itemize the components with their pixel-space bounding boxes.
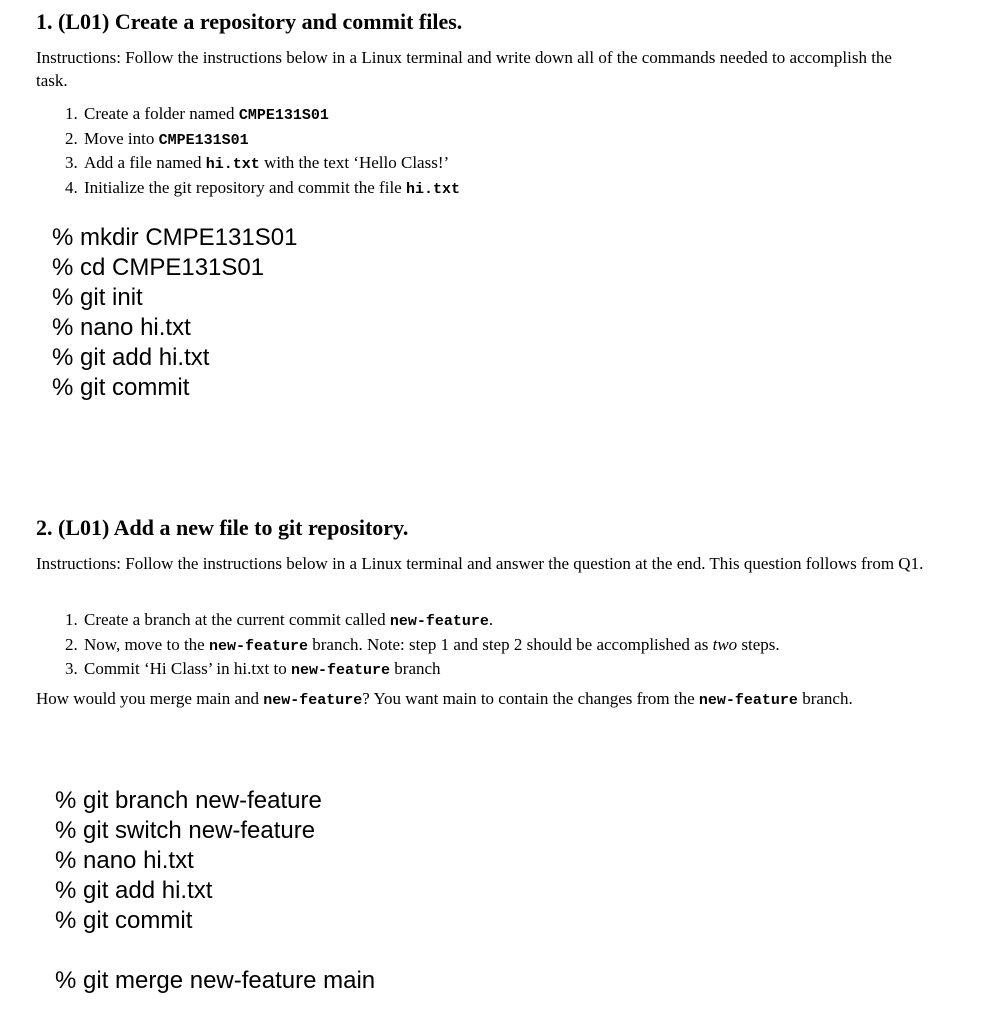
- q1-instructions: Instructions: Follow the instructions below in a Linux terminal and write down all of the commands needed to accomplish the task.: [36, 48, 892, 90]
- q2-title: 2. (L01) Add a new file to git repository.: [36, 515, 409, 540]
- q2-step: 1. Create a branch at the current commit called new-feature.: [82, 609, 780, 634]
- q1-step: 2. Move into CMPE131S01: [82, 128, 460, 153]
- final-answer-line: % git merge new-feature main: [55, 967, 376, 994]
- answer-line: % git commit: [55, 907, 193, 934]
- answer-line: % git commit: [52, 374, 190, 401]
- q2-instructions: Instructions: Follow the instructions below in a Linux terminal and answer the question at the end. This question follows from Q1.: [36, 554, 924, 573]
- q1-answer: [52, 223, 297, 403]
- q2-step: 3. Commit ‘Hi Class’ in hi.txt to new-feature branch: [82, 658, 780, 683]
- answer-line: % git add hi.txt: [52, 344, 210, 371]
- answer-line: % git init: [52, 284, 143, 311]
- q1-steps: [36, 103, 460, 202]
- q1-step: 3. Add a file named hi.txt with the text ‘Hello Class!’: [82, 152, 460, 177]
- q1-step: 1. Create a folder named CMPE131S01: [82, 103, 460, 128]
- answer-line: % git branch new-feature: [55, 787, 322, 814]
- q2-question: How would you merge main and new-feature? You want main to contain the changes from the new-feature branch.: [36, 689, 853, 709]
- answer-line: % nano hi.txt: [55, 847, 194, 874]
- answer-line: % cd CMPE131S01: [52, 254, 265, 281]
- q1-step: 4. Initialize the git repository and commit the file hi.txt: [82, 177, 460, 202]
- answer-line: % nano hi.txt: [52, 314, 191, 341]
- q2-steps: [36, 609, 780, 683]
- answer-line: % git switch new-feature: [55, 817, 316, 844]
- answer-line: % mkdir CMPE131S01: [52, 224, 298, 251]
- q2-step: 2. Now, move to the new-feature branch. Note: step 1 and step 2 should be accomplished as two steps.: [82, 634, 780, 659]
- q2-answer: [55, 786, 375, 996]
- answer-line: % git add hi.txt: [55, 877, 213, 904]
- q1-title: 1. (L01) Create a repository and commit files.: [36, 9, 463, 34]
